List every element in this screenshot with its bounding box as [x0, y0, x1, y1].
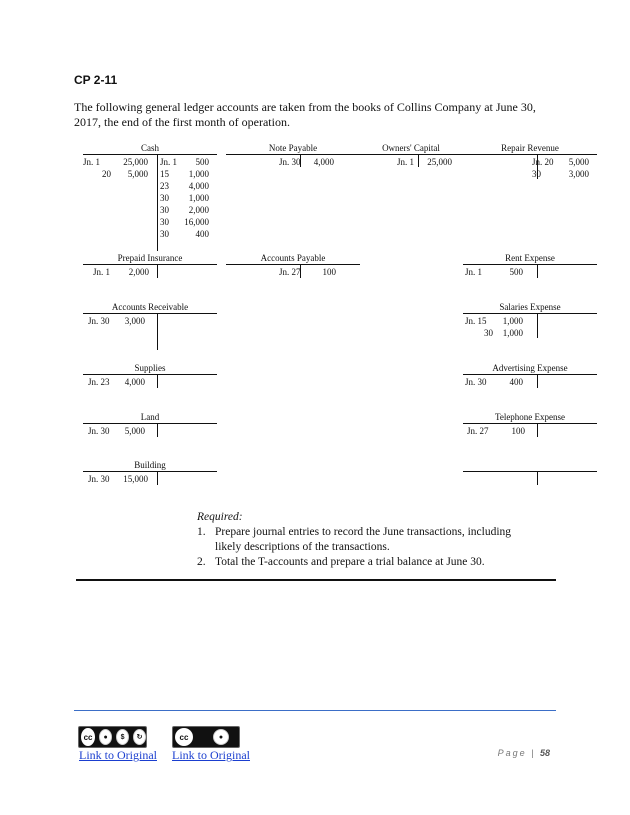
- account-body: [226, 155, 360, 167]
- entry-date: 30: [160, 205, 169, 215]
- account-body: [463, 314, 597, 338]
- account-divider: [537, 424, 538, 437]
- account-body: [83, 314, 217, 350]
- entry-amount: 5,000: [127, 169, 148, 179]
- account-body: [463, 155, 597, 179]
- entry-date: Jn. 30: [465, 377, 487, 387]
- entry-amount: 1,000: [502, 328, 523, 338]
- entry-date: Jn. 15: [465, 316, 487, 326]
- cc-icon: cc: [175, 728, 193, 746]
- entry-date: Jn. 27: [467, 426, 489, 436]
- entry-date: Jn. 20: [532, 157, 554, 167]
- account-name: Accounts Receivable: [111, 302, 189, 312]
- entry-date: 30: [160, 217, 169, 227]
- required-item-number: 1.: [197, 526, 206, 538]
- t-account-repair-revenue: [463, 143, 597, 179]
- account-body: [463, 472, 597, 485]
- entry-amount: 100: [511, 426, 525, 436]
- section-divider: [76, 579, 556, 581]
- entry-date: Jn. 30: [88, 316, 110, 326]
- t-account-blank: [463, 460, 597, 485]
- entry-amount: 5,000: [568, 157, 589, 167]
- entry-date: 30: [160, 229, 169, 239]
- account-divider: [157, 424, 158, 437]
- entry-date: Jn. 30: [88, 474, 110, 484]
- entry-date: Jn. 23: [88, 377, 110, 387]
- account-body: [463, 265, 597, 278]
- account-name: [463, 460, 597, 471]
- account-body: [344, 155, 478, 167]
- entry-date: 30: [484, 328, 493, 338]
- entry-amount: 25,000: [427, 157, 452, 167]
- link-to-original-2[interactable]: Link to Original: [172, 748, 250, 762]
- entry-amount: 4,000: [124, 377, 145, 387]
- account-body: [226, 265, 360, 278]
- account-name: Cash: [141, 143, 159, 153]
- link-to-original-1[interactable]: Link to Original: [79, 748, 157, 762]
- t-account-supplies: [83, 363, 217, 388]
- entry-date: 15: [160, 169, 169, 179]
- t-account-advertising-expense: [463, 363, 597, 388]
- account-name: Advertising Expense: [492, 363, 568, 373]
- cc-icon: cc: [81, 728, 95, 746]
- account-name: Telephone Expense: [494, 412, 566, 422]
- entry-amount: 500: [509, 267, 523, 277]
- account-divider: [157, 314, 158, 350]
- account-body: [463, 424, 597, 437]
- account-body: [463, 375, 597, 388]
- entry-date: 30: [532, 169, 541, 179]
- entry-date: 23: [160, 181, 169, 191]
- account-divider: [537, 265, 538, 278]
- account-divider: [537, 314, 538, 338]
- t-account-rent-expense: [463, 253, 597, 278]
- account-body: [83, 375, 217, 388]
- sa-icon: ↻: [133, 729, 146, 745]
- entry-amount: 2,000: [188, 205, 209, 215]
- entry-date: 20: [102, 169, 111, 179]
- account-name: Salaries Expense: [499, 302, 561, 312]
- footer-divider: [74, 710, 556, 711]
- account-name: Building: [134, 460, 166, 470]
- entry-amount: 3,000: [568, 169, 589, 179]
- account-body: [83, 424, 217, 437]
- entry-amount: 1,000: [188, 193, 209, 203]
- account-name: Repair Revenue: [501, 143, 559, 153]
- t-account-cash: [83, 143, 217, 251]
- t-account-accounts-receivable: [83, 302, 217, 350]
- entry-date: Jn. 27: [279, 267, 301, 277]
- entry-amount: 100: [322, 267, 336, 277]
- t-account-land: [83, 412, 217, 437]
- page-number-value: 58: [539, 748, 550, 758]
- problem-heading: CP 2-11: [74, 73, 118, 87]
- account-name: Rent Expense: [505, 253, 555, 263]
- page-label: Page |: [497, 748, 536, 758]
- intro-paragraph: The following general ledger accounts are taken from the books of Collins Company at June 30, 2017, the end of the first month of operation.: [74, 100, 536, 129]
- t-account-telephone-expense: [463, 412, 597, 437]
- t-account-accounts-payable: [226, 253, 360, 278]
- entry-amount: 15,000: [123, 474, 148, 484]
- account-divider: [157, 472, 158, 485]
- account-divider: [537, 375, 538, 388]
- nc-icon: $: [116, 729, 129, 745]
- entry-date: Jn. 1: [93, 267, 111, 277]
- account-name: Accounts Payable: [260, 253, 326, 263]
- cc-by-nc-sa-license-badge[interactable]: [78, 726, 147, 748]
- account-divider: [157, 265, 158, 278]
- entry-amount: 500: [195, 157, 209, 167]
- t-account-note-payable: [226, 143, 360, 167]
- required-item-2: [197, 555, 535, 570]
- account-body: [83, 265, 217, 278]
- entry-amount: 3,000: [124, 316, 145, 326]
- t-account-salaries-expense: [463, 302, 597, 338]
- entry-amount: 400: [509, 377, 523, 387]
- t-account-owners-capital: [344, 143, 478, 167]
- entry-amount: 4,000: [188, 181, 209, 191]
- entry-amount: 5,000: [124, 426, 145, 436]
- required-title: Required:: [197, 511, 243, 523]
- entry-date: 30: [160, 193, 169, 203]
- t-account-prepaid-insurance: [83, 253, 217, 278]
- entry-amount: 16,000: [184, 217, 209, 227]
- required-item-number: 2.: [197, 556, 206, 568]
- account-name: Land: [140, 412, 160, 422]
- entry-date: Jn. 30: [279, 157, 301, 167]
- account-divider: [537, 472, 538, 485]
- required-section: [197, 510, 535, 570]
- required-item-text: Prepare journal entries to record the June transactions, including likely descriptions of the transactions.: [215, 526, 512, 553]
- entry-amount: 400: [195, 229, 209, 239]
- account-name: Supplies: [134, 363, 166, 373]
- by-icon: ●: [99, 729, 112, 745]
- entry-amount: 4,000: [313, 157, 334, 167]
- entry-date: Jn. 1: [83, 157, 101, 167]
- cc-by-license-badge[interactable]: [172, 726, 240, 748]
- page-number: [498, 748, 550, 758]
- entry-amount: 1,000: [502, 316, 523, 326]
- entry-date: Jn. 1: [160, 157, 178, 167]
- account-body: [83, 155, 217, 251]
- by-icon: ●: [213, 729, 229, 745]
- account-body: [83, 472, 217, 485]
- entry-amount: 2,000: [128, 267, 149, 277]
- account-divider: [157, 375, 158, 388]
- t-account-building: [83, 460, 217, 485]
- entry-date: Jn. 1: [465, 267, 483, 277]
- required-item-text: Total the T-accounts and prepare a trial balance at June 30.: [215, 556, 485, 568]
- entry-date: Jn. 30: [88, 426, 110, 436]
- account-name: Owners' Capital: [382, 143, 440, 153]
- entry-amount: 25,000: [123, 157, 148, 167]
- account-name: Note Payable: [268, 143, 318, 153]
- entry-date: Jn. 1: [397, 157, 415, 167]
- entry-amount: 1,000: [188, 169, 209, 179]
- required-item-1: [197, 525, 535, 555]
- account-name: Prepaid Insurance: [117, 253, 183, 263]
- account-divider: [157, 155, 158, 251]
